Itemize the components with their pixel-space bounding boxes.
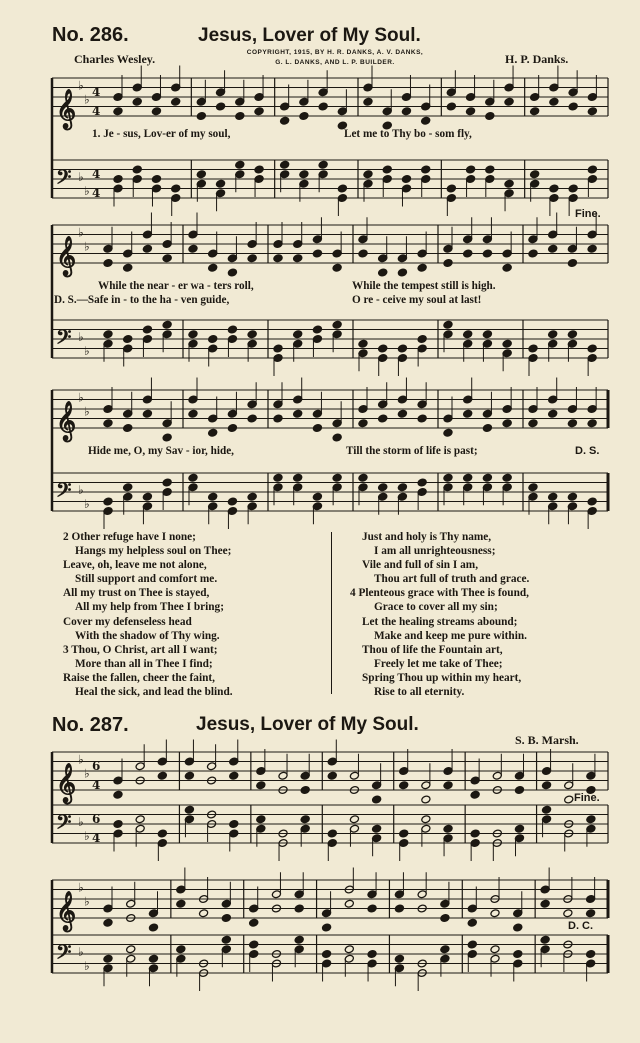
note-head xyxy=(293,473,303,482)
note-head xyxy=(502,473,512,482)
flat-icon: ♭ xyxy=(78,814,84,829)
time-signature: 4 xyxy=(92,104,101,118)
time-signature: 4 xyxy=(92,85,101,99)
note-head xyxy=(470,790,480,799)
verse-line: All my trust on Thee is stayed, xyxy=(63,587,210,600)
note-head xyxy=(132,165,142,174)
note-head xyxy=(196,112,206,121)
note-head xyxy=(482,424,492,433)
note-head xyxy=(171,97,181,106)
flat-icon: ♭ xyxy=(78,390,84,405)
note-head xyxy=(113,790,123,799)
note-head xyxy=(363,97,373,106)
verse-line: With the shadow of Thy wing. xyxy=(75,629,220,642)
note-head xyxy=(208,335,218,344)
note-head xyxy=(440,945,450,954)
note-head xyxy=(358,339,368,348)
note-head xyxy=(587,107,597,116)
note-head xyxy=(467,940,477,949)
note-head xyxy=(463,409,473,418)
note-head xyxy=(123,424,133,433)
note-head xyxy=(378,414,388,423)
lyric-line-1b: Let me to Thy bo - som fly, xyxy=(344,128,472,140)
note-head xyxy=(176,899,186,908)
note-head xyxy=(421,116,431,125)
bass-clef-icon: 𝄢 xyxy=(56,477,72,507)
note-head xyxy=(549,97,559,106)
note-head xyxy=(157,771,167,780)
note-head xyxy=(322,950,332,959)
note-head xyxy=(528,483,538,492)
note-head xyxy=(184,805,194,814)
note-head xyxy=(378,344,388,353)
lyric-line-2a: While the near - er wa - ters roll, xyxy=(98,280,254,292)
note-head xyxy=(358,419,368,428)
note-head xyxy=(312,424,322,433)
note-head xyxy=(446,184,456,193)
note-head xyxy=(397,268,407,277)
flat-icon: ♭ xyxy=(78,225,84,240)
flat-icon: ♭ xyxy=(78,752,84,767)
verse-line: Let the healing streams abound; xyxy=(362,615,518,628)
verse-line: Freely let me take of Thee; xyxy=(374,657,503,670)
note-head xyxy=(514,824,524,833)
verse-line: Cover my defenseless head xyxy=(63,615,192,628)
note-head xyxy=(249,918,259,927)
note-head xyxy=(358,473,368,482)
dc-label-287: D. C. xyxy=(568,920,594,932)
verse-line: Rise to all eternity. xyxy=(374,686,465,699)
note-head xyxy=(188,330,198,339)
note-head xyxy=(196,170,206,179)
verse-line: Thou of life the Fountain art, xyxy=(362,643,503,656)
flat-icon: ♭ xyxy=(84,92,90,107)
note-head xyxy=(367,950,377,959)
note-head xyxy=(113,820,123,829)
lyric-line-4a: Hide me, O, my Sav - ior, hide, xyxy=(88,445,234,457)
note-head xyxy=(513,923,523,932)
note-head xyxy=(485,112,495,121)
verse-line: Heal the sick, and lead the blind. xyxy=(75,686,233,699)
note-head xyxy=(443,259,453,268)
note-head xyxy=(502,263,512,272)
note-head xyxy=(227,424,237,433)
note-head xyxy=(421,165,431,174)
hymn-287-number: No. 287. xyxy=(52,714,129,736)
note-head xyxy=(540,935,550,944)
note-head xyxy=(586,950,596,959)
note-head xyxy=(273,254,283,263)
note-head xyxy=(470,829,480,838)
copyright-line-2: G. L. DANKS, AND L. P. BUILDER. xyxy=(275,59,395,66)
note-head xyxy=(229,771,239,780)
note-head xyxy=(247,414,257,423)
time-signature: 4 xyxy=(92,831,101,845)
verse-line: 4 Plenteous grace with Thee is found, xyxy=(350,587,529,600)
lyric-line-3b: O re - ceive my soul at last! xyxy=(352,294,482,306)
note-head xyxy=(327,829,337,838)
flat-icon: ♭ xyxy=(78,169,84,184)
verse-line: Still support and comfort me. xyxy=(75,573,218,586)
note-head xyxy=(162,433,172,442)
note-head xyxy=(294,904,304,913)
note-head xyxy=(227,497,237,506)
note-head xyxy=(332,433,342,442)
note-head xyxy=(586,815,596,824)
note-head xyxy=(208,492,218,501)
fine-label-287: Fine. xyxy=(574,792,600,804)
verse-line: More than all in Thee I find; xyxy=(75,657,213,670)
note-head xyxy=(567,330,577,339)
note-head xyxy=(490,945,500,954)
note-head xyxy=(397,409,407,418)
note-head xyxy=(103,259,113,268)
note-head xyxy=(103,330,113,339)
note-head xyxy=(216,179,226,188)
note-head xyxy=(502,339,512,348)
note-head xyxy=(123,335,133,344)
flat-icon: ♭ xyxy=(84,184,90,199)
note-head xyxy=(254,107,264,116)
note-head xyxy=(247,254,257,263)
note-head xyxy=(567,259,577,268)
note-head xyxy=(332,320,342,329)
note-head xyxy=(485,165,495,174)
note-head xyxy=(142,409,152,418)
note-head xyxy=(103,918,113,927)
verse-line: 3 Thou, O Christ, art all I want; xyxy=(63,643,218,656)
note-head xyxy=(221,914,231,923)
note-head xyxy=(548,492,558,501)
verse-line: Just and holy is Thy name, xyxy=(362,531,492,543)
time-signature: 6 xyxy=(92,812,101,826)
copyright-line-1: COPYRIGHT, 1915, BY H. R. DANKS, A. V. DANKS, xyxy=(246,49,424,56)
flat-icon: ♭ xyxy=(84,766,90,781)
note-head xyxy=(273,473,283,482)
note-head xyxy=(162,254,172,263)
note-head xyxy=(318,160,328,169)
note-head xyxy=(256,781,266,790)
time-signature: 4 xyxy=(92,186,101,200)
note-head xyxy=(103,419,113,428)
lyric-line-3a: D. S.—Safe in - to the ha - ven guide, xyxy=(54,294,230,306)
note-head xyxy=(372,824,382,833)
note-head xyxy=(378,268,388,277)
note-head xyxy=(312,492,322,501)
note-head xyxy=(229,820,239,829)
note-head xyxy=(363,170,373,179)
note-head xyxy=(568,102,578,111)
verse-line: Thou art full of truth and grace. xyxy=(374,573,530,586)
time-signature: 6 xyxy=(92,759,101,773)
note-head xyxy=(176,945,186,954)
flat-icon: ♭ xyxy=(84,404,90,419)
lyric-line-1a: 1. Je - sus, Lov-er of my soul, xyxy=(92,128,231,140)
note-head xyxy=(171,184,181,193)
note-head xyxy=(135,815,145,824)
note-head xyxy=(530,107,540,116)
note-head xyxy=(401,175,411,184)
note-head xyxy=(162,478,172,487)
flat-icon: ♭ xyxy=(84,239,90,254)
note-head xyxy=(440,914,450,923)
note-head xyxy=(587,497,597,506)
note-head xyxy=(332,263,342,272)
note-head xyxy=(142,492,152,501)
note-head xyxy=(540,899,550,908)
note-head xyxy=(504,97,514,106)
verse-column-divider xyxy=(331,532,332,694)
note-head xyxy=(567,492,577,501)
note-head xyxy=(528,249,538,258)
flat-icon: ♭ xyxy=(78,880,84,895)
note-head xyxy=(394,904,404,913)
flat-icon: ♭ xyxy=(78,78,84,93)
note-head xyxy=(227,268,237,277)
note-head xyxy=(299,112,309,121)
note-head xyxy=(548,330,558,339)
note-head xyxy=(513,950,523,959)
note-head xyxy=(530,170,540,179)
note-head xyxy=(148,923,158,932)
note-head xyxy=(466,165,476,174)
note-head xyxy=(417,414,427,423)
note-head xyxy=(208,428,218,437)
note-head xyxy=(299,170,309,179)
note-head xyxy=(443,320,453,329)
note-head xyxy=(378,483,388,492)
note-head xyxy=(256,815,266,824)
note-head xyxy=(312,249,322,258)
note-head xyxy=(216,102,226,111)
note-head xyxy=(482,249,492,258)
note-head xyxy=(467,918,477,927)
note-head xyxy=(344,899,354,908)
note-head xyxy=(332,473,342,482)
flat-icon: ♭ xyxy=(84,497,90,512)
treble-clef-icon: 𝄞 xyxy=(56,891,77,931)
note-head xyxy=(227,325,237,334)
note-head xyxy=(514,786,524,795)
note-head xyxy=(300,815,310,824)
note-head xyxy=(247,492,257,501)
note-head xyxy=(587,344,597,353)
note-head xyxy=(463,249,473,258)
lyric-line-4b: Till the storm of life is past; xyxy=(346,445,478,457)
note-head xyxy=(421,815,431,824)
note-head xyxy=(548,409,558,418)
note-head xyxy=(482,330,492,339)
treble-clef-icon: 𝄞 xyxy=(56,763,77,803)
bass-clef-icon: 𝄢 xyxy=(56,939,72,969)
note-head xyxy=(446,102,456,111)
note-head xyxy=(188,409,198,418)
verses-left-column xyxy=(63,530,233,699)
note-head xyxy=(273,344,283,353)
note-head xyxy=(421,795,431,804)
note-head xyxy=(417,263,427,272)
hymn-286-author: Charles Wesley. xyxy=(74,52,156,66)
note-head xyxy=(300,786,310,795)
flat-icon: ♭ xyxy=(78,944,84,959)
hymn-286-number: No. 286. xyxy=(52,24,129,46)
note-head xyxy=(188,244,198,253)
flat-icon: ♭ xyxy=(84,959,90,974)
note-head xyxy=(417,335,427,344)
note-head xyxy=(549,184,559,193)
hymn-287-composer: S. B. Marsh. xyxy=(515,733,579,747)
note-head xyxy=(542,805,552,814)
verse-line: Raise the fallen, cheer the faint, xyxy=(63,671,215,684)
verse-line: Hangs my helpless soul on Thee; xyxy=(75,545,232,558)
note-head xyxy=(344,945,354,954)
fine-label-286: Fine. xyxy=(575,208,601,220)
note-head xyxy=(463,330,473,339)
note-head xyxy=(542,781,552,790)
note-head xyxy=(528,344,538,353)
verse-line: Spring Thou up within my heart, xyxy=(362,671,522,684)
note-head xyxy=(367,904,377,913)
note-head xyxy=(382,165,392,174)
flat-icon: ♭ xyxy=(84,829,90,844)
note-head xyxy=(463,473,473,482)
note-head xyxy=(103,954,113,963)
note-head xyxy=(103,497,113,506)
note-head xyxy=(443,473,453,482)
note-head xyxy=(151,175,161,184)
note-head xyxy=(293,330,303,339)
note-head xyxy=(397,344,407,353)
note-head xyxy=(482,473,492,482)
note-head xyxy=(142,244,152,253)
note-head xyxy=(184,771,194,780)
treble-clef-icon: 𝄞 xyxy=(56,401,77,441)
note-head xyxy=(587,244,597,253)
note-head xyxy=(563,909,573,918)
note-head xyxy=(443,428,453,437)
note-head xyxy=(327,771,337,780)
note-head xyxy=(358,249,368,258)
note-head xyxy=(443,781,453,790)
note-head xyxy=(502,419,512,428)
note-head xyxy=(249,940,259,949)
note-head xyxy=(208,263,218,272)
time-signature: 4 xyxy=(92,778,101,792)
verse-line: I am all unrighteousness; xyxy=(374,545,496,558)
note-head xyxy=(466,107,476,116)
note-head xyxy=(399,829,409,838)
note-head xyxy=(587,419,597,428)
note-head xyxy=(567,419,577,428)
verse-line: All my help from Thee I bring; xyxy=(75,601,224,614)
flat-icon: ♭ xyxy=(78,329,84,344)
flat-icon: ♭ xyxy=(78,482,84,497)
note-head xyxy=(142,325,152,334)
note-head xyxy=(312,325,322,334)
bass-clef-icon: 𝄢 xyxy=(56,324,72,354)
hymn-286-composer: H. P. Danks. xyxy=(505,52,569,66)
note-head xyxy=(235,112,245,121)
note-head xyxy=(394,954,404,963)
note-head xyxy=(254,165,264,174)
note-head xyxy=(399,781,409,790)
note-head xyxy=(199,909,209,918)
note-head xyxy=(293,254,303,263)
note-head xyxy=(587,165,597,174)
note-head xyxy=(293,409,303,418)
note-head xyxy=(397,483,407,492)
note-head xyxy=(294,935,304,944)
note-head xyxy=(221,935,231,944)
note-head xyxy=(586,909,596,918)
bass-clef-icon: 𝄢 xyxy=(56,809,72,839)
flat-icon: ♭ xyxy=(84,894,90,909)
note-head xyxy=(151,107,161,116)
note-head xyxy=(247,330,257,339)
note-head xyxy=(280,116,290,125)
hymn-287-title: Jesus, Lover of My Soul. xyxy=(196,714,419,735)
verse-line: Vile and full of sin I am, xyxy=(362,559,479,572)
note-head xyxy=(322,923,332,932)
lyric-line-2b: While the tempest still is high. xyxy=(352,280,496,292)
ds-label-286: D. S. xyxy=(575,445,600,457)
treble-clef-icon: 𝄞 xyxy=(56,89,77,129)
verses-right-column xyxy=(350,530,529,699)
note-head xyxy=(490,909,500,918)
verse-line: Make and keep me pure within. xyxy=(374,629,527,642)
note-head xyxy=(548,244,558,253)
verse-line: Leave, oh, leave me not alone, xyxy=(63,559,207,572)
treble-clef-icon: 𝄞 xyxy=(56,236,77,276)
note-head xyxy=(443,824,453,833)
verse-line: Grace to cover all my sin; xyxy=(374,601,498,614)
verse-line: 2 Other refuge have I none; xyxy=(63,531,196,543)
note-head xyxy=(113,175,123,184)
note-head xyxy=(162,320,172,329)
flat-icon: ♭ xyxy=(84,344,90,359)
time-signature: 4 xyxy=(92,167,101,181)
note-head xyxy=(401,107,411,116)
note-head xyxy=(280,160,290,169)
note-head xyxy=(528,419,538,428)
note-head xyxy=(235,160,245,169)
note-head xyxy=(123,263,133,272)
note-head xyxy=(132,97,142,106)
note-head xyxy=(126,945,136,954)
note-head xyxy=(273,414,283,423)
note-head xyxy=(188,473,198,482)
note-head xyxy=(318,102,328,111)
hymn-286-title: Jesus, Lover of My Soul. xyxy=(198,25,421,46)
note-head xyxy=(564,795,574,804)
note-head xyxy=(504,179,514,188)
bass-clef-icon: 𝄢 xyxy=(56,164,72,194)
note-head xyxy=(568,184,578,193)
note-head xyxy=(372,795,382,804)
note-head xyxy=(148,954,158,963)
note-head xyxy=(113,107,123,116)
note-head xyxy=(157,829,167,838)
note-head xyxy=(417,478,427,487)
note-head xyxy=(123,483,133,492)
note-head xyxy=(337,184,347,193)
note-head xyxy=(349,815,359,824)
